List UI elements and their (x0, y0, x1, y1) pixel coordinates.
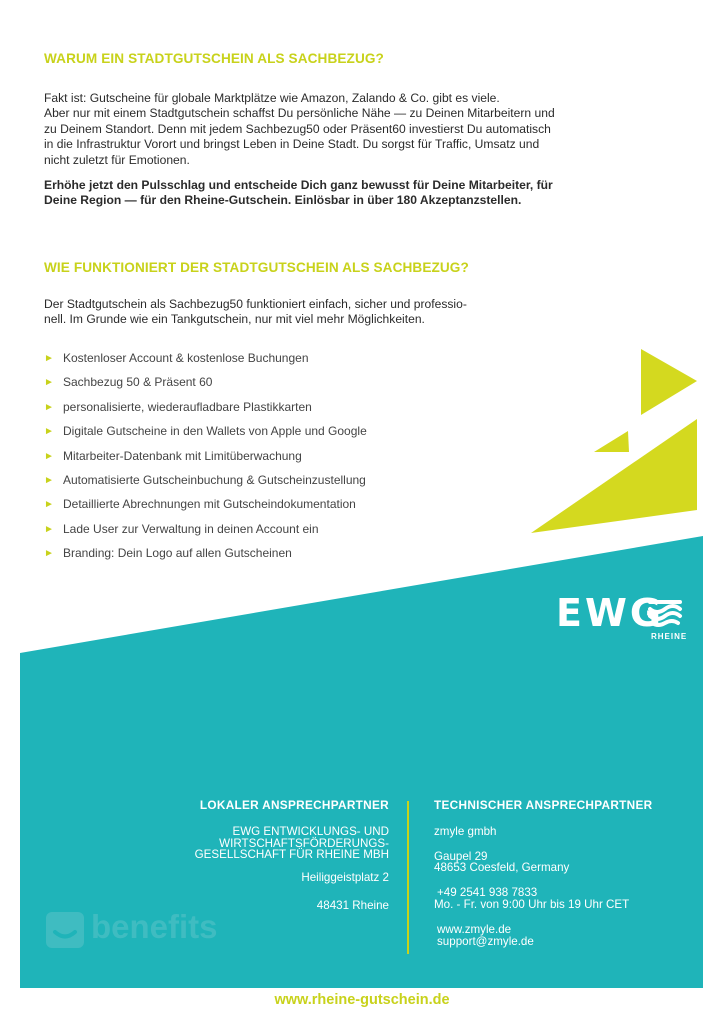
feature-label: Branding: Dein Logo auf allen Gutscheinen (63, 546, 292, 561)
tech-email[interactable]: support@zmyle.de (437, 934, 534, 948)
feature-label: Detaillierte Abrechnungen mit Gutscheindokumentation (63, 497, 356, 512)
section1-line: Aber nur mit einem Stadtgutschein schaffst Du persönliche Nähe — zu Deinen Mitarbeitern und (44, 106, 555, 121)
list-item (44, 375, 367, 399)
list-item (44, 400, 367, 424)
tech-web[interactable]: www.zmyle.de (437, 922, 512, 936)
bullet-arrow-icon: ► (44, 426, 54, 438)
benefits-watermark: benefits (91, 908, 218, 945)
section1-bold-line: Erhöhe jetzt den Pulsschlag und entscheide Dich ganz bewusst für Deine Mitarbeiter, für (44, 178, 553, 192)
list-item (44, 449, 367, 473)
bullet-arrow-icon: ► (44, 499, 54, 511)
section1-line: nicht zuletzt für Emotionen. (44, 152, 190, 167)
bullet-arrow-icon: ► (44, 474, 54, 486)
section2-paragraph (44, 297, 467, 328)
feature-label: Sachbezug 50 & Präsent 60 (63, 375, 213, 390)
logo-text: EWG (556, 591, 665, 635)
list-item (44, 351, 367, 375)
list-item (44, 497, 367, 521)
list-item (44, 473, 367, 497)
tech-hours: Mo. - Fr. von 9:00 Uhr bis 19 Uhr CET (434, 897, 630, 911)
bullet-arrow-icon: ► (44, 523, 54, 535)
lime-triangle-top (641, 349, 697, 415)
org-line: GESELLSCHAFT FÜR RHEINE MBH (194, 848, 389, 862)
local-street: Heiliggeistplatz 2 (301, 871, 389, 885)
section2-line: nell. Im Grunde wie ein Tankgutschein, nur mit viel mehr Möglichkeiten. (44, 312, 425, 327)
lime-triangle-large (531, 419, 697, 533)
tech-street: Gaupel 29 (434, 849, 488, 863)
feature-list (44, 351, 367, 571)
section1-paragraph (44, 91, 555, 168)
tech-city: 48653 Coesfeld, Germany (434, 861, 570, 875)
local-city: 48431 Rheine (316, 898, 389, 912)
bullet-arrow-icon: ► (44, 401, 54, 413)
contact-divider (407, 801, 409, 954)
section1-line: zu Deinem Standort. Denn mit jedem Sachbezug50 oder Präsent60 investierst Du automatisch (44, 121, 551, 136)
tech-phone: +49 2541 938 7833 (437, 886, 538, 900)
list-item (44, 546, 367, 570)
list-item (44, 522, 367, 546)
waves-icon (648, 598, 684, 628)
website-link[interactable]: www.rheine-gutschein.de (274, 992, 450, 1008)
bullet-arrow-icon: ► (44, 353, 54, 364)
section1-bold-line: Deine Region — für den Rheine-Gutschein. Einlösbar in über 180 Akzeptanzstellen. (44, 193, 522, 208)
section1-callout (44, 178, 553, 209)
tech-contact-title: TECHNISCHER ANSPRECHPARTNER (434, 798, 653, 812)
org-line: WIRTSCHAFTSFÖRDERUNGS- (219, 836, 389, 850)
list-item (44, 424, 367, 448)
feature-label: personalisierte, wiederaufladbare Plastikkarten (63, 399, 312, 414)
logo-subtext: RHEINE (651, 632, 688, 641)
tech-company: zmyle gmbh (434, 824, 497, 838)
bullet-arrow-icon: ► (44, 377, 54, 389)
local-contact (195, 800, 389, 912)
section1-heading: WARUM EIN STADTGUTSCHEIN ALS SACHBEZUG? (44, 51, 384, 66)
tech-contact (434, 800, 653, 947)
feature-label: Lade User zur Verwaltung in deinen Account ein (63, 521, 319, 536)
ewg-logo (556, 591, 688, 641)
feature-label: Mitarbeiter-Datenbank mit Limitüberwachung (63, 448, 302, 463)
lime-triangle-small (594, 431, 629, 452)
benefits-icon (46, 912, 84, 948)
feature-label: Kostenloser Account & kostenlose Buchungen (63, 351, 309, 365)
section2-heading: WIE FUNKTIONIERT DER STADTGUTSCHEIN ALS SACHBEZUG? (44, 260, 469, 275)
section1-line: Fakt ist: Gutscheine für globale Marktplätze wie Amazon, Zalando & Co. gibt es viele. (44, 91, 500, 105)
org-line: EWG ENTWICKLUNGS- UND (232, 824, 389, 838)
section1-line: in die Infrastruktur Vorort und bringst Leben in Deine Stadt. Du sorgst für Traffic, Umsatz und (44, 137, 540, 152)
bullet-arrow-icon: ► (44, 450, 54, 462)
section2-line: Der Stadtgutschein als Sachbezug50 funktioniert einfach, sicher und professio- (44, 297, 467, 311)
local-contact-title: LOKALER ANSPRECHPARTNER (199, 798, 389, 812)
feature-label: Digitale Gutscheine in den Wallets von Apple und Google (63, 424, 367, 439)
feature-label: Automatisierte Gutscheinbuchung & Gutscheinzustellung (63, 472, 366, 487)
bullet-arrow-icon: ► (44, 548, 54, 560)
